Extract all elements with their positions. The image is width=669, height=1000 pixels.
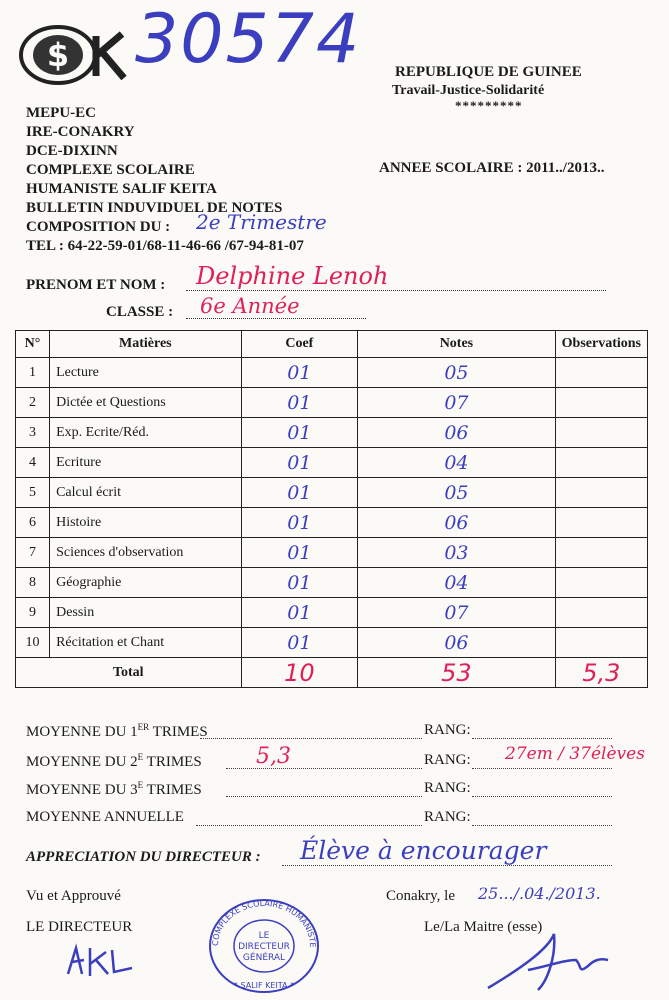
- teacher-signature: [478, 930, 618, 996]
- republic-motto: Travail-Justice-Solidarité: [392, 83, 545, 98]
- table-row: [16, 628, 648, 658]
- row-observation: [555, 358, 647, 388]
- header-subject: Matières: [50, 331, 241, 358]
- appreciation-value: Élève à encourager: [300, 836, 547, 865]
- row-subject: Calcul écrit: [50, 478, 241, 508]
- average-row-2: [26, 752, 202, 771]
- appreciation-label: APPRECIATION DU DIRECTEUR :: [26, 849, 261, 865]
- row-subject: Exp. Ecrite/Réd.: [50, 418, 241, 448]
- total-row: [16, 658, 648, 688]
- total-observation: 5,3: [582, 658, 621, 687]
- grades-table: [15, 330, 648, 688]
- rank-dots: [472, 796, 612, 797]
- row-subject: Récitation et Chant: [50, 628, 241, 658]
- svg-text:LE: LE: [258, 931, 270, 941]
- row-note: 06: [444, 511, 469, 534]
- row-coef: 01: [287, 601, 312, 624]
- row-number: 6: [16, 508, 50, 538]
- row-subject: Lecture: [50, 358, 241, 388]
- row-coef: 01: [287, 361, 312, 384]
- appreciation-dots: [282, 865, 612, 866]
- teacher-label: Le/La Maitre (esse): [424, 919, 543, 935]
- svg-text:COMPLEXE SCOLAIRE HUMANISTE: COMPLEXE SCOLAIRE HUMANISTE: [210, 898, 318, 948]
- row-subject: Histoire: [50, 508, 241, 538]
- republic-stars: *********: [455, 98, 523, 113]
- row-number: 3: [16, 418, 50, 448]
- class-line: [186, 318, 366, 319]
- svg-text:* SALIF KEITA *: * SALIF KEITA *: [233, 981, 295, 990]
- rank-dots: [472, 738, 612, 739]
- row-number: 4: [16, 448, 50, 478]
- row-coef: 01: [287, 511, 312, 534]
- row-note: 06: [444, 421, 469, 444]
- table-row: [16, 448, 648, 478]
- approved-label: Vu et Approuvé: [26, 888, 121, 904]
- school-logo: [18, 22, 128, 88]
- average-dots: [196, 825, 422, 826]
- average-row-3: [26, 780, 202, 799]
- student-name-value: Delphine Lenoh: [196, 262, 389, 290]
- table-row: [16, 358, 648, 388]
- row-number: 9: [16, 598, 50, 628]
- table-header-row: [16, 331, 648, 358]
- row-coef: 01: [287, 421, 312, 444]
- svg-text:GÉNÉRAL: GÉNÉRAL: [242, 953, 286, 963]
- table-row: [16, 418, 648, 448]
- row-observation: [555, 448, 647, 478]
- school-line-2: IRE-CONAKRY: [26, 124, 135, 140]
- row-note: 04: [444, 571, 469, 594]
- row-coef: 01: [287, 481, 312, 504]
- rank-label: RANG:: [424, 780, 471, 796]
- class-label: CLASSE :: [106, 304, 174, 320]
- row-observation: [555, 538, 647, 568]
- row-coef: 01: [287, 631, 312, 654]
- student-name-label: PRENOM ET NOM :: [26, 277, 166, 293]
- row-observation: [555, 568, 647, 598]
- row-number: 8: [16, 568, 50, 598]
- row-observation: [555, 598, 647, 628]
- svg-text:DIRECTEUR: DIRECTEUR: [238, 942, 290, 952]
- table-row: [16, 388, 648, 418]
- rank-dots: [472, 768, 612, 769]
- row-note: 05: [444, 481, 469, 504]
- average-label: MOYENNE DU 1ER TRIMES: [26, 722, 208, 740]
- average-dots: [200, 738, 422, 739]
- director-signature: [62, 938, 142, 988]
- average-2-value: 5,3: [256, 744, 291, 769]
- school-line-1: MEPU-EC: [26, 105, 96, 121]
- header-notes: Notes: [358, 331, 555, 358]
- class-value: 6e Année: [200, 294, 300, 318]
- total-label: Total: [16, 658, 242, 688]
- header-coef: Coef: [241, 331, 358, 358]
- average-row-annual: [26, 809, 184, 826]
- row-observation: [555, 478, 647, 508]
- director-label: LE DIRECTEUR: [26, 919, 133, 935]
- header-observations: Observations: [555, 331, 647, 358]
- bulletin-title: BULLETIN INDUVIDUEL DE NOTES: [26, 200, 283, 216]
- total-coef: 10: [284, 658, 315, 687]
- average-label: MOYENNE ANNUELLE: [26, 809, 184, 825]
- row-note: 06: [444, 631, 469, 654]
- document-number: 30574: [135, 0, 362, 79]
- row-note: 07: [444, 601, 469, 624]
- republic-name: REPUBLIQUE DE GUINEE: [395, 64, 582, 80]
- row-subject: Sciences d'observation: [50, 538, 241, 568]
- svg-text:$: $: [46, 36, 70, 74]
- row-note: 05: [444, 361, 469, 384]
- row-number: 2: [16, 388, 50, 418]
- row-coef: 01: [287, 451, 312, 474]
- composition-value: 2e Trimestre: [196, 210, 327, 234]
- average-dots: [226, 796, 422, 797]
- school-stamp: [206, 896, 322, 996]
- rank-2-value: 27em / 37élèves: [505, 744, 645, 764]
- row-number: 1: [16, 358, 50, 388]
- rank-label: RANG:: [424, 809, 471, 825]
- date-prefix: Conakry, le: [386, 888, 456, 904]
- table-row: [16, 508, 648, 538]
- row-note: 07: [444, 391, 469, 414]
- table-row: [16, 568, 648, 598]
- school-line-4: COMPLEXE SCOLAIRE: [26, 162, 195, 178]
- row-subject: Ecriture: [50, 448, 241, 478]
- row-number: 10: [16, 628, 50, 658]
- row-observation: [555, 628, 647, 658]
- school-tel: TEL : 64-22-59-01/68-11-46-66 /67-94-81-07: [26, 238, 304, 254]
- row-observation: [555, 388, 647, 418]
- row-observation: [555, 508, 647, 538]
- average-label: MOYENNE DU $2^E$ TRIMES: [26, 752, 202, 770]
- rank-label: RANG:: [424, 722, 471, 738]
- school-line-5: HUMANISTE SALIF KEITA: [26, 181, 217, 197]
- rank-label: RANG:: [424, 752, 471, 768]
- row-observation: [555, 418, 647, 448]
- table-row: [16, 598, 648, 628]
- rank-dots: [472, 825, 612, 826]
- header-number: N°: [16, 331, 50, 358]
- row-subject: Dessin: [50, 598, 241, 628]
- row-number: 7: [16, 538, 50, 568]
- row-note: 03: [444, 541, 469, 564]
- row-coef: 01: [287, 571, 312, 594]
- date-value: 25.../.04./2013.: [478, 884, 601, 903]
- total-notes: 53: [441, 658, 472, 687]
- row-coef: 01: [287, 391, 312, 414]
- average-label: MOYENNE DU $3^E$ TRIMES: [26, 780, 202, 798]
- row-number: 5: [16, 478, 50, 508]
- row-subject: Géographie: [50, 568, 241, 598]
- school-line-3: DCE-DIXINN: [26, 143, 118, 159]
- average-row-1: [26, 722, 208, 741]
- composition-label: COMPOSITION DU :: [26, 219, 171, 235]
- row-subject: Dictée et Questions: [50, 388, 241, 418]
- school-year: ANNEE SCOLAIRE : 2011../2013..: [379, 160, 605, 176]
- student-name-line: [186, 290, 606, 291]
- table-row: [16, 538, 648, 568]
- table-row: [16, 478, 648, 508]
- row-coef: 01: [287, 541, 312, 564]
- row-note: 04: [444, 451, 469, 474]
